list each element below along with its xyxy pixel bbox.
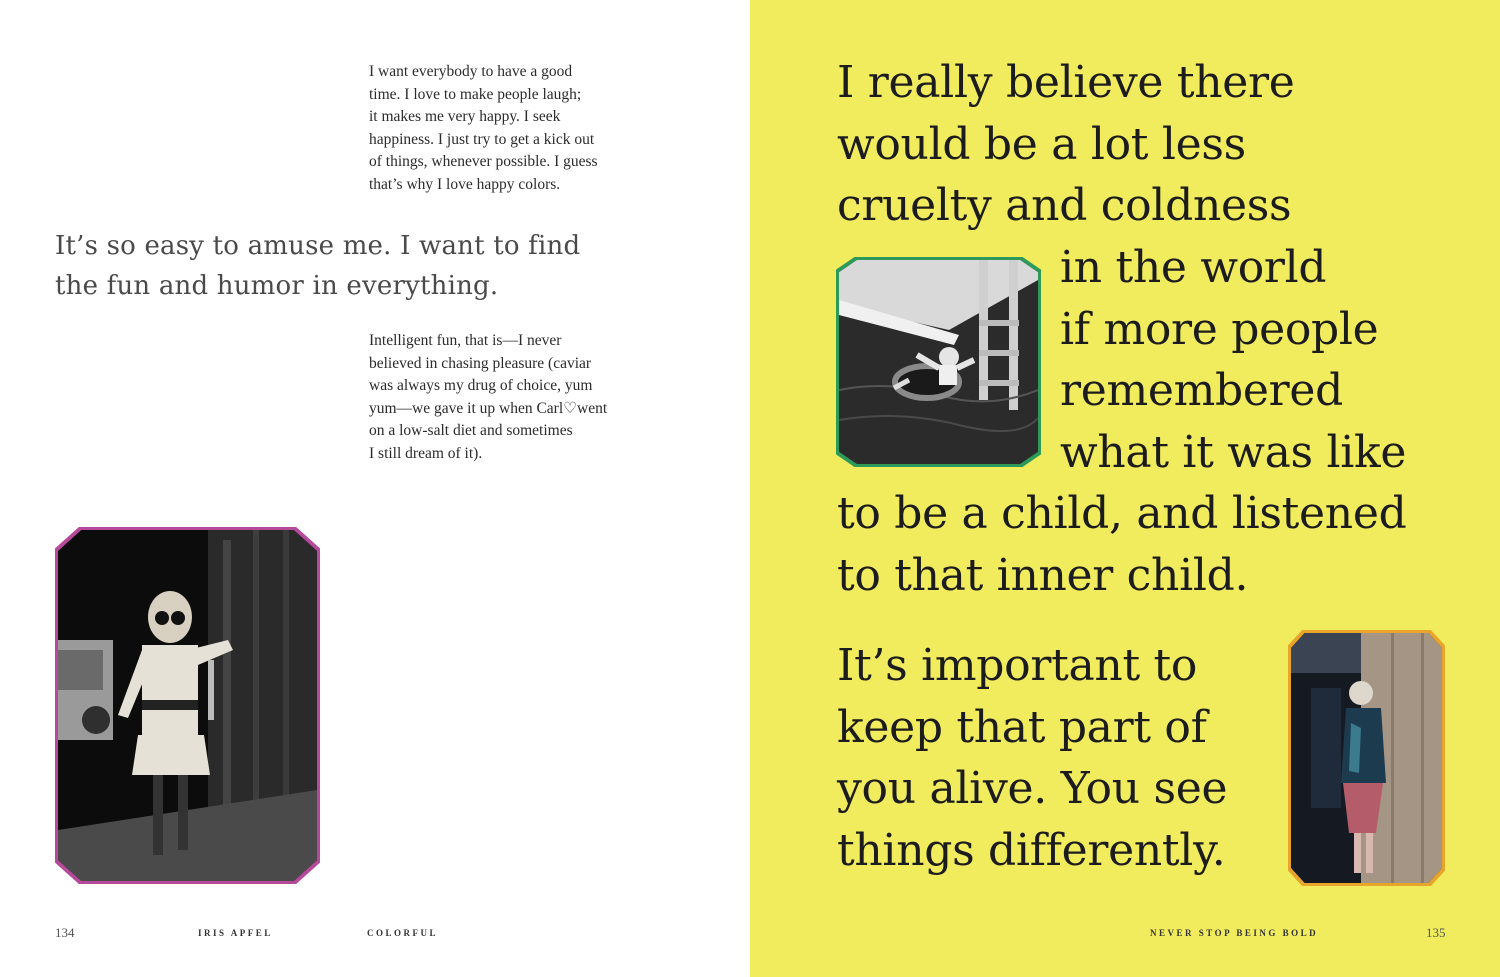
quote-line: if more people (1060, 303, 1379, 355)
quote-line: what it was like (1060, 426, 1407, 478)
running-section: COLORFUL (367, 928, 439, 938)
pull-quote-line: It’s so easy to amuse me. I want to find (55, 231, 581, 261)
paragraph-line: was always my drug of choice, yum (369, 377, 593, 394)
second-paragraph (369, 330, 607, 465)
quote-line: I really believe there (837, 57, 1295, 108)
photo-woman-in-corridor-icon (1291, 633, 1442, 883)
quote-line: in the world (1060, 242, 1327, 293)
right-page (750, 0, 1500, 977)
paragraph-line: Intelligent fun, that is—I never (369, 332, 562, 349)
paragraph-line: yum—we gave it up when Carl♡went (369, 399, 608, 417)
quote-top-block (837, 52, 1294, 237)
intro-line: I want everybody to have a good (369, 63, 573, 80)
water-photo-frame (836, 257, 1041, 467)
corridor-photo-frame (1288, 630, 1445, 886)
quote-line: to that inner child. (837, 549, 1249, 601)
intro-line: of things, whenever possible. I guess (369, 153, 598, 170)
quote-line: remembered (1060, 365, 1344, 416)
intro-line: time. I love to make people laugh; (369, 85, 582, 103)
quote-line: things differently. (837, 824, 1226, 876)
intro-line: happiness. I just try to get a kick out (369, 130, 595, 148)
quote-second (837, 635, 1227, 881)
left-pull-quote (55, 226, 580, 306)
quote-line: would be a lot less (837, 118, 1246, 170)
running-title: NEVER STOP BEING BOLD (1150, 928, 1319, 938)
paragraph-line: on a low-salt diet and sometimes (369, 422, 573, 439)
right-page-number: 135 (1426, 925, 1446, 940)
street-photo-frame (55, 527, 320, 884)
quote-line: you alive. You see (837, 763, 1228, 814)
intro-line: that’s why I love happy colors. (369, 175, 561, 193)
quote-line: It’s important to (837, 640, 1198, 691)
quote-indented-block (1060, 237, 1406, 483)
pull-quote-line: the fun and humor in everything. (55, 271, 499, 301)
photo-child-in-inner-tube-icon (839, 260, 1038, 464)
intro-line: it makes me very happy. I seek (369, 108, 561, 125)
quote-line: keep that part of (837, 701, 1207, 753)
left-page-number: 134 (55, 925, 75, 940)
quote-line: to be a child, and listened (837, 488, 1407, 539)
quote-bottom-block (837, 483, 1406, 606)
quote-line: cruelty and coldness (837, 180, 1292, 231)
paragraph-line: believed in chasing pleasure (caviar (369, 354, 592, 372)
running-author: IRIS APFEL (198, 928, 273, 938)
photo-woman-walking-street-icon (58, 530, 317, 881)
paragraph-line: I still dream of it). (369, 444, 483, 462)
intro-paragraph (369, 61, 598, 196)
